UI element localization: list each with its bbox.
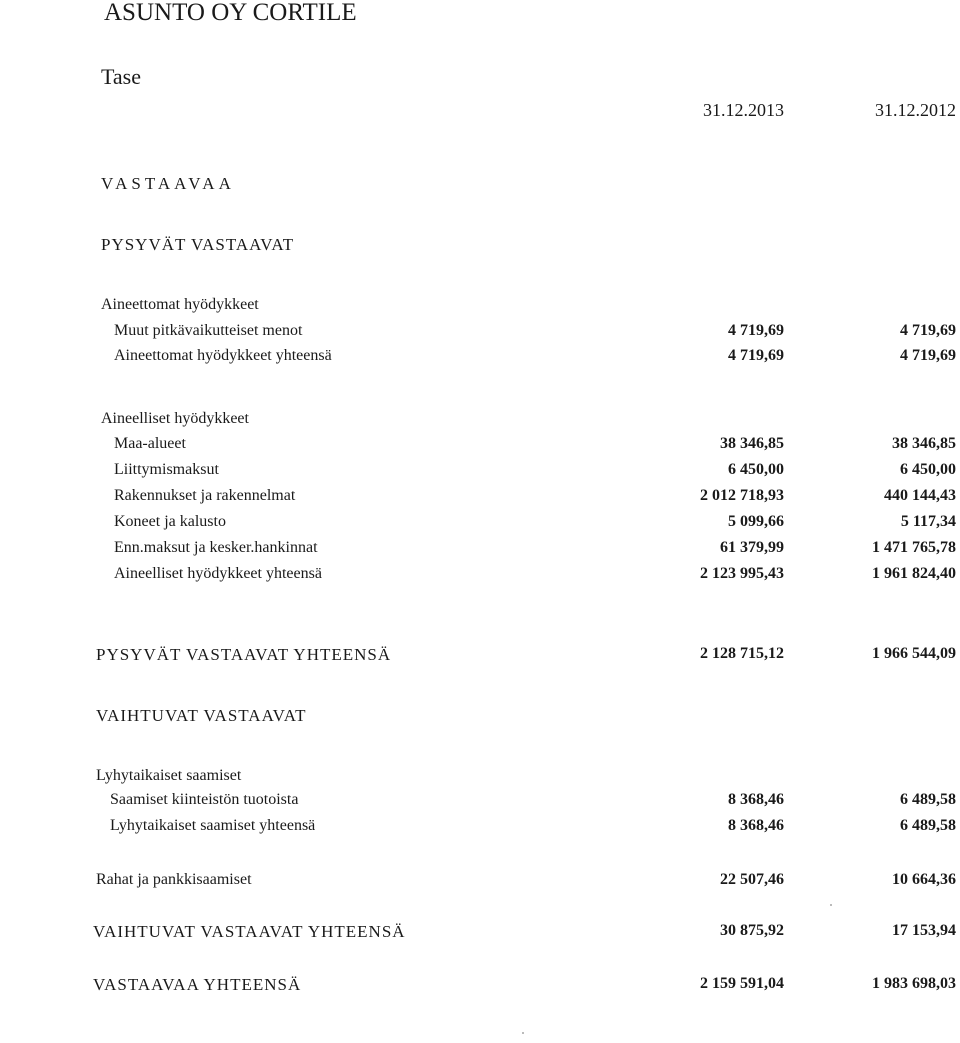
value-2013: 2 123 995,43 xyxy=(700,565,784,582)
value-2012: 17 153,94 xyxy=(892,922,956,939)
value-2012: 1 966 544,09 xyxy=(872,645,956,662)
value-2012: 1 983 698,03 xyxy=(872,975,956,992)
document-title: Tase xyxy=(101,64,141,89)
scan-speck xyxy=(522,1032,524,1034)
value-2012: 1 961 824,40 xyxy=(872,565,956,582)
column-header-2013: 31.12.2013 xyxy=(703,100,784,120)
value-2013: 61 379,99 xyxy=(720,539,784,556)
value-2013: 2 128 715,12 xyxy=(700,645,784,662)
column-header-2012: 31.12.2012 xyxy=(875,100,956,120)
value-2013: 4 719,69 xyxy=(728,322,784,339)
value-2012: 38 346,85 xyxy=(892,435,956,452)
value-2012: 10 664,36 xyxy=(892,871,956,888)
section-heading-assets: VASTAAVAA xyxy=(101,174,235,193)
section-heading-current-assets: VAIHTUVAT VASTAAVAT xyxy=(96,706,307,725)
scan-speck xyxy=(830,904,832,906)
group-title-receivables: Lyhytaikaiset saamiset xyxy=(96,767,242,784)
row-label: Muut pitkävaikutteiset menot xyxy=(114,322,303,339)
row-label: Liittymismaksut xyxy=(114,461,219,478)
row-label: Enn.maksut ja kesker.hankinnat xyxy=(114,539,318,556)
row-label: PYSYVÄT VASTAAVAT YHTEENSÄ xyxy=(96,645,392,664)
value-2012: 6 450,00 xyxy=(900,461,956,478)
value-2012: 440 144,43 xyxy=(884,487,956,504)
value-2012: 4 719,69 xyxy=(900,322,956,339)
value-2013: 22 507,46 xyxy=(720,871,784,888)
value-2013: 5 099,66 xyxy=(728,513,784,530)
row-label: VASTAAVAA YHTEENSÄ xyxy=(93,975,302,994)
value-2013: 8 368,46 xyxy=(728,817,784,834)
company-name: ASUNTO OY CORTILE xyxy=(104,0,357,26)
value-2012: 6 489,58 xyxy=(900,817,956,834)
group-title-intangible: Aineettomat hyödykkeet xyxy=(101,296,259,313)
row-label: Aineettomat hyödykkeet yhteensä xyxy=(114,347,332,364)
row-label: Maa-alueet xyxy=(114,435,186,452)
row-label: Rakennukset ja rakennelmat xyxy=(114,487,296,504)
section-heading-fixed-assets: PYSYVÄT VASTAAVAT xyxy=(101,235,295,254)
value-2013: 6 450,00 xyxy=(728,461,784,478)
value-2012: 5 117,34 xyxy=(900,513,956,530)
value-2013: 2 159 591,04 xyxy=(700,975,784,992)
row-label: Koneet ja kalusto xyxy=(114,513,226,530)
row-label: Aineelliset hyödykkeet yhteensä xyxy=(114,565,322,582)
value-2012: 1 471 765,78 xyxy=(872,539,956,556)
value-2012: 4 719,69 xyxy=(900,347,956,364)
value-2013: 4 719,69 xyxy=(728,347,784,364)
value-2012: 6 489,58 xyxy=(900,791,956,808)
value-2013: 8 368,46 xyxy=(728,791,784,808)
value-2013: 2 012 718,93 xyxy=(700,487,784,504)
row-label: VAIHTUVAT VASTAAVAT YHTEENSÄ xyxy=(93,922,406,941)
value-2013: 38 346,85 xyxy=(720,435,784,452)
row-label: Lyhytaikaiset saamiset yhteensä xyxy=(110,817,316,834)
value-2013: 30 875,92 xyxy=(720,922,784,939)
row-label: Rahat ja pankkisaamiset xyxy=(96,871,252,888)
row-label: Saamiset kiinteistön tuotoista xyxy=(110,791,299,808)
group-title-tangible: Aineelliset hyödykkeet xyxy=(101,410,249,427)
